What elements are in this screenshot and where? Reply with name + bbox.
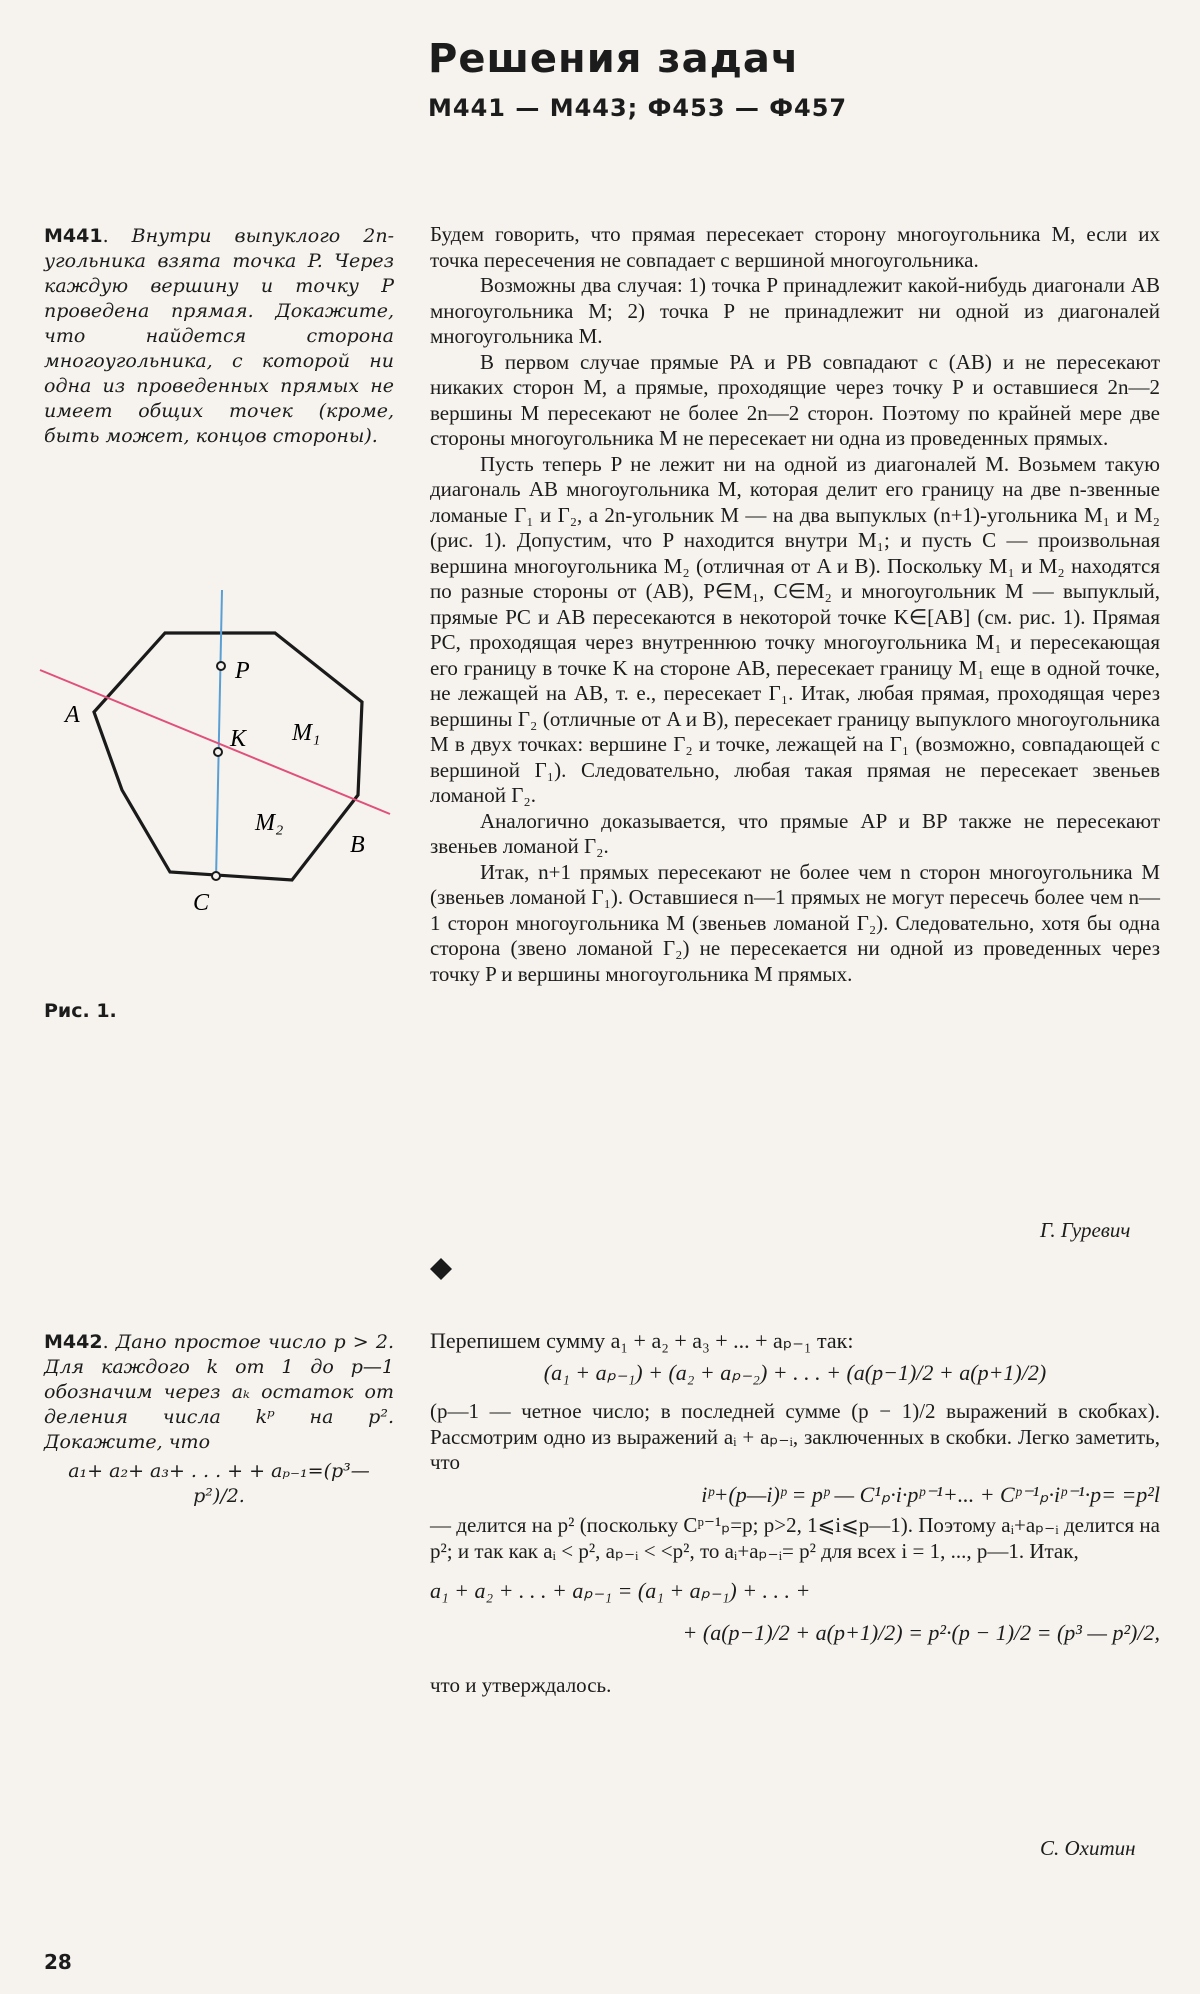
paragraph: Итак, n+1 прямых пересекают не более чем n сторон многоугольника M (звеньев ломаной Γ₁). Оставшиеся n—1 прямых не могут пересечь более чем n—1 сторон многоугольника M (звеньев ломаной Γ₂). Следовательно, хотя бы одна сторона (звено ломаной Γ₂) не пересекается ни одной из проведенных через точку P и вершины многоугольника M прямых. [430,859,1160,986]
page-subtitle: M441 — M443; Ф453 — Ф457 [428,94,848,122]
equation-sum-line1: a₁ + a₂ + . . . + aₚ₋₁ = (a₁ + aₚ₋₁) + . . . + [430,1578,811,1603]
label-a: A [65,702,80,728]
section-divider-diamond-icon [430,1258,452,1280]
figure-caption: Рис. 1. [44,1000,117,1022]
figure-polygon [30,590,430,930]
equation-grouping: (a₁ + aₚ₋₁) + (a₂ + aₚ₋₂) + . . . + (a(p−1)/2 + a(p+1)/2) [543,1359,1047,1385]
solution-m442 [430,1322,1160,1699]
problem-m441-statement: M441. Внутри выпуклого 2n-угольника взята точка P. Через каждую вершину и точку P проведена прямая. Докажите, что найдется сторона многоугольника, с которой ни одна из проведенных прямых не имеет общих точек (кроме, быть может, концов стороны). [44,225,394,447]
paragraph: Пусть теперь P не лежит ни на одной из диагоналей M. Возьмем такую диагональ AB многоугольника M, которая делит его границу на две n-звенные ломаные Γ₁ и Γ₂, а 2n-угольник M — на два выпуклых (n+1)-угольника M₁ и M₂ (рис. 1). Допустим, что P находится внутри M₁; и пусть C — произвольная вершина многоугольника M₂ (отличная от A и B). Поскольку M₁ и M₂ находятся по разные стороны от (AB), P∈M₁, C∈M₂ и многоугольник M — выпуклый, прямые PC и AB пересекаются в некоторой точке K∈[AB] (см. рис. 1). Прямая PC, проходящая через внутреннюю точку многоугольника M₁ и пересекающая его границу в точке K на стороне AB, пересекает границу M₁ еще в одной точке, не лежащей на AB, т. е., пересекает Γ₁. Итак, любая прямая, проходящая через вершины Γ₂ (отличные от A и B), пересекает границу выпуклого многоугольника M в двух точках: вершине Γ₂ и точке, лежащей на Γ₁ (возможно, совпадающей с вершиной Γ₁). Следовательно, любая такая прямая не пересекает звеньев ломаной Γ₂. [430,451,1160,807]
label-c: C [193,890,210,916]
paragraph: — делится на p² (поскольку Cᵖ⁻¹ₚ=p; p>2, 1⩽i⩽p—1). Поэтому aᵢ+aₚ₋ᵢ делится на p²; и так как aᵢ < p², aₚ₋ᵢ < <p², то aᵢ+aₚ₋ᵢ= p² для всех i = 1, ..., p—1. Итак, [430,1513,1160,1563]
page-title: Решения задач [428,36,800,82]
octagon-outline [94,633,362,880]
label-p: P [235,658,250,684]
author-signature: С. Охитин [1040,1836,1136,1860]
paragraph: В первом случае прямые PA и PB совпадают с (AB) и не пересекают никаких сторон M, а прямые, проходящие через точку P и оставшиеся 2n—2 вершины M пересекают не более 2n—2 сторон. Поэтому по крайней мере две стороны многоугольника M не пересекает ни одна из проведенных прямых. [430,349,1160,450]
problem-text: Внутри выпуклого 2n-угольника взята точка P. Через каждую вершину и точку P проведена прямая. Докажите, что найдется сторона многоугольника, с которой ни одна из проведенных прямых не имеет общих точек (кроме, быть может, концов стороны). [44,225,394,447]
paragraph: Возможны два случая: 1) точка P принадлежит какой-нибудь диагонали AB многоугольника M; 2) точка P не принадлежит ни одной из диагоналей многоугольника M. [430,273,1160,348]
point-p [217,662,225,670]
problem-number: M441 [44,225,103,247]
label-m2: M₂ [255,810,284,836]
paragraph: Аналогично доказывается, что прямые AP и BP также не пересекают звеньев ломаной Γ₂. [430,808,1160,858]
problem-formula: a₁+ a₂+ a₃+ . . . + + aₚ₋₁=(p³—p²)/2. [68,1460,370,1507]
paragraph: (p—1 — четное число; в последней сумме (p − 1)/2 выражений в скобках). Рассмотрим одно из выражений aᵢ + aₚ₋ᵢ, заключенных в скобки. Легко заметить, что [430,1399,1160,1474]
problem-number: M442 [44,1331,103,1353]
label-m1: M₁ [292,720,321,746]
paragraph-ending: что и утверждалось. [430,1673,612,1697]
solution-intro: Перепишем сумму a₁ + a₂ + a₃ + ... + aₚ₋₁ так: [430,1328,854,1353]
author-signature: Г. Гуревич [1040,1218,1131,1242]
paragraph: Будем говорить, что прямая пересекает сторону многоугольника M, если их точка пересечения не совпадает с вершиной многоугольника. [430,222,1160,272]
label-b: B [350,832,365,858]
problem-m442-statement: M442. Дано простое число p > 2. Для каждого k от 1 до p—1 обозначим через aₖ остаток от деления числа kᵖ на p². Докажите, что a₁+ a₂+ a₃+ . . . + + aₚ₋₁=(p³—p²)/2. [44,1331,394,1507]
line-ab-pink [40,670,390,814]
point-c [212,872,220,880]
label-k: K [230,726,247,752]
solution-m441 [430,222,1160,987]
equation-binomial: iᵖ+(p—i)ᵖ = pᵖ — C¹ₚ·i·pᵖ⁻¹+... + Cᵖ⁻¹ₚ·iᵖ⁻¹·p= =p²l [701,1481,1160,1507]
point-k [214,748,222,756]
equation-sum-line2: + (a(p−1)/2 + a(p+1)/2) = p²·(p − 1)/2 = (p³ — p²)/2, [682,1619,1160,1645]
problem-text: Дано простое число p > 2. Для каждого k от 1 до p—1 обозначим через aₖ остаток от деления числа kᵖ на p². Докажите, что [44,1331,394,1453]
page-number: 28 [44,1950,72,1974]
